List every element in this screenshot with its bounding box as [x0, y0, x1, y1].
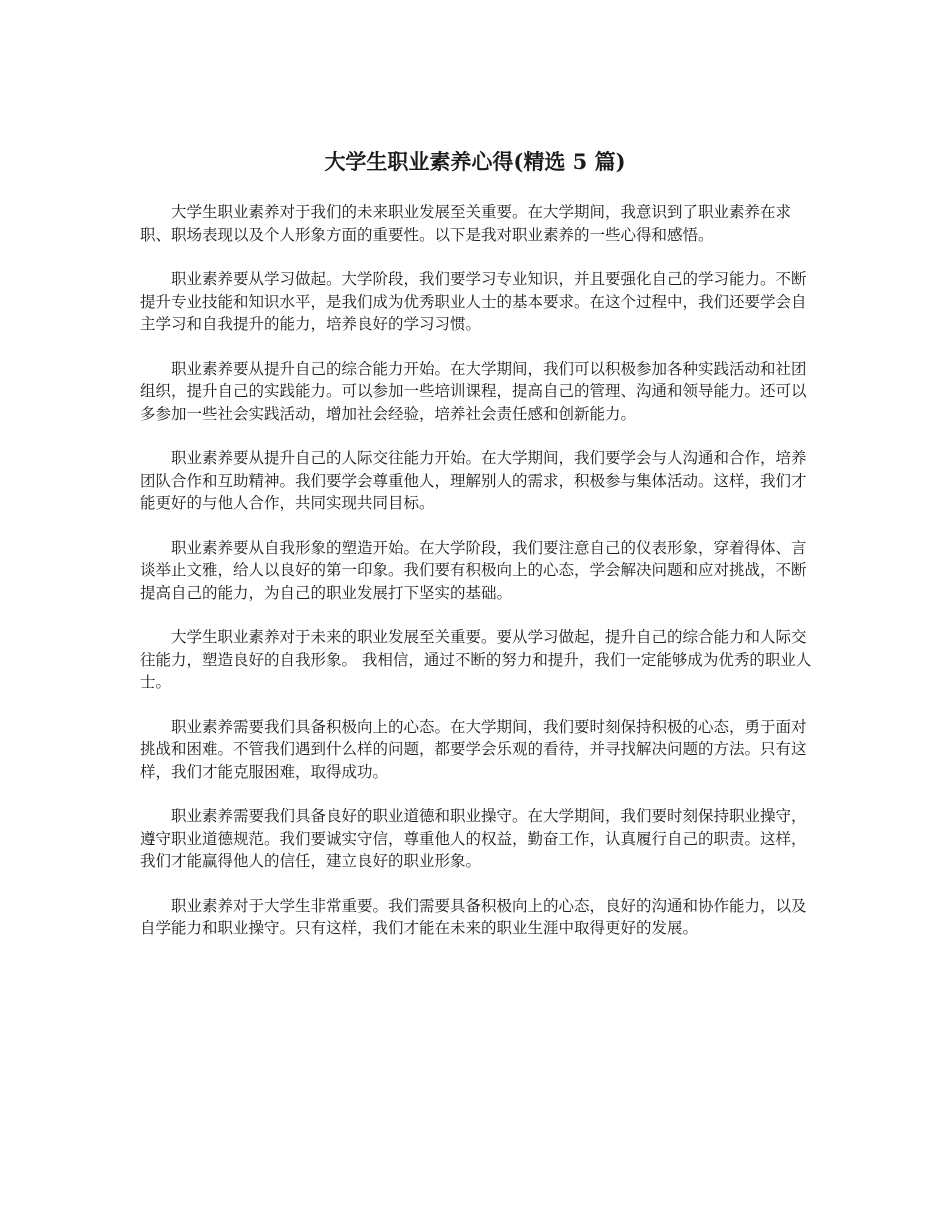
paragraph-1: 大学生职业素养对于我们的未来职业发展至关重要。在大学期间，我意识到了职业素养在求职、职场表现以及个人形象方面的重要性。以下是我对职业素养的一些心得和感悟。: [140, 203, 792, 244]
paragraph-5: 职业素养要从自我形象的塑造开始。在大学阶段，我们要注意自己的仪表形象，穿着得体、言谈举止文雅，给人以良好的第一印象。我们要有积极向上的心态，学会解决问题和应对挑战，不断提高自己的能力，为自己的职业发展打下坚实的基础。: [140, 538, 807, 602]
paragraph-4: 职业素养要从提升自己的人际交往能力开始。在大学期间，我们要学会与人沟通和合作，培养团队合作和互助精神。我们要学会尊重他人，理解别人的需求，积极参与集体活动。这样，我们才能更好的与他人合作，共同实现共同目标。: [140, 449, 807, 512]
paragraph-6: 大学生职业素养对于未来的职业发展至关重要。要从学习做起，提升自己的综合能力和人际交往能力，塑造良好的自我形象。 我相信，通过不断的努力和提升，我们一定能够成为优秀的职业人士。: [140, 628, 812, 691]
paragraph-7: 职业素养需要我们具备积极向上的心态。在大学期间，我们要时刻保持积极的心态，勇于面对挑战和困难。不管我们遇到什么样的问题，都要学会乐观的看待，并寻找解决问题的方法。只有这样，我们才能克服困难，取得成功。: [140, 717, 807, 781]
document-title: 大学生职业素养心得(精选 5 篇): [324, 149, 626, 174]
paragraph-8: 职业素养需要我们具备良好的职业道德和职业操守。在大学期间，我们要时刻保持职业操守，遵守职业道德规范。我们要诚实守信，尊重他人的权益，勤奋工作，认真履行自己的职责。这样，我们才能赢得他人的信任，建立良好的职业形象。: [140, 807, 807, 870]
paragraph-3: 职业素养要从提升自己的综合能力开始。在大学期间，我们可以积极参加各种实践活动和社团组织，提升自己的实践能力。可以参加一些培训课程，提高自己的管理、沟通和领导能力。还可以多参加一些社会实践活动，增加社会经验，培养社会责任感和创新能力。: [140, 359, 807, 423]
paragraph-9: 职业素养对于大学生非常重要。我们需要具备积极向上的心态，良好的沟通和协作能力，以及自学能力和职业操守。只有这样，我们才能在未来的职业生涯中取得更好的发展。: [140, 896, 807, 937]
paragraph-2: 职业素养要从学习做起。大学阶段，我们要学习专业知识，并且要强化自己的学习能力。不断提升专业技能和知识水平，是我们成为优秀职业人士的基本要求。在这个过程中，我们还要学会自主学习和自我提升的能力，培养良好的学习习惯。: [140, 270, 807, 333]
document-body: [140, 201, 812, 962]
